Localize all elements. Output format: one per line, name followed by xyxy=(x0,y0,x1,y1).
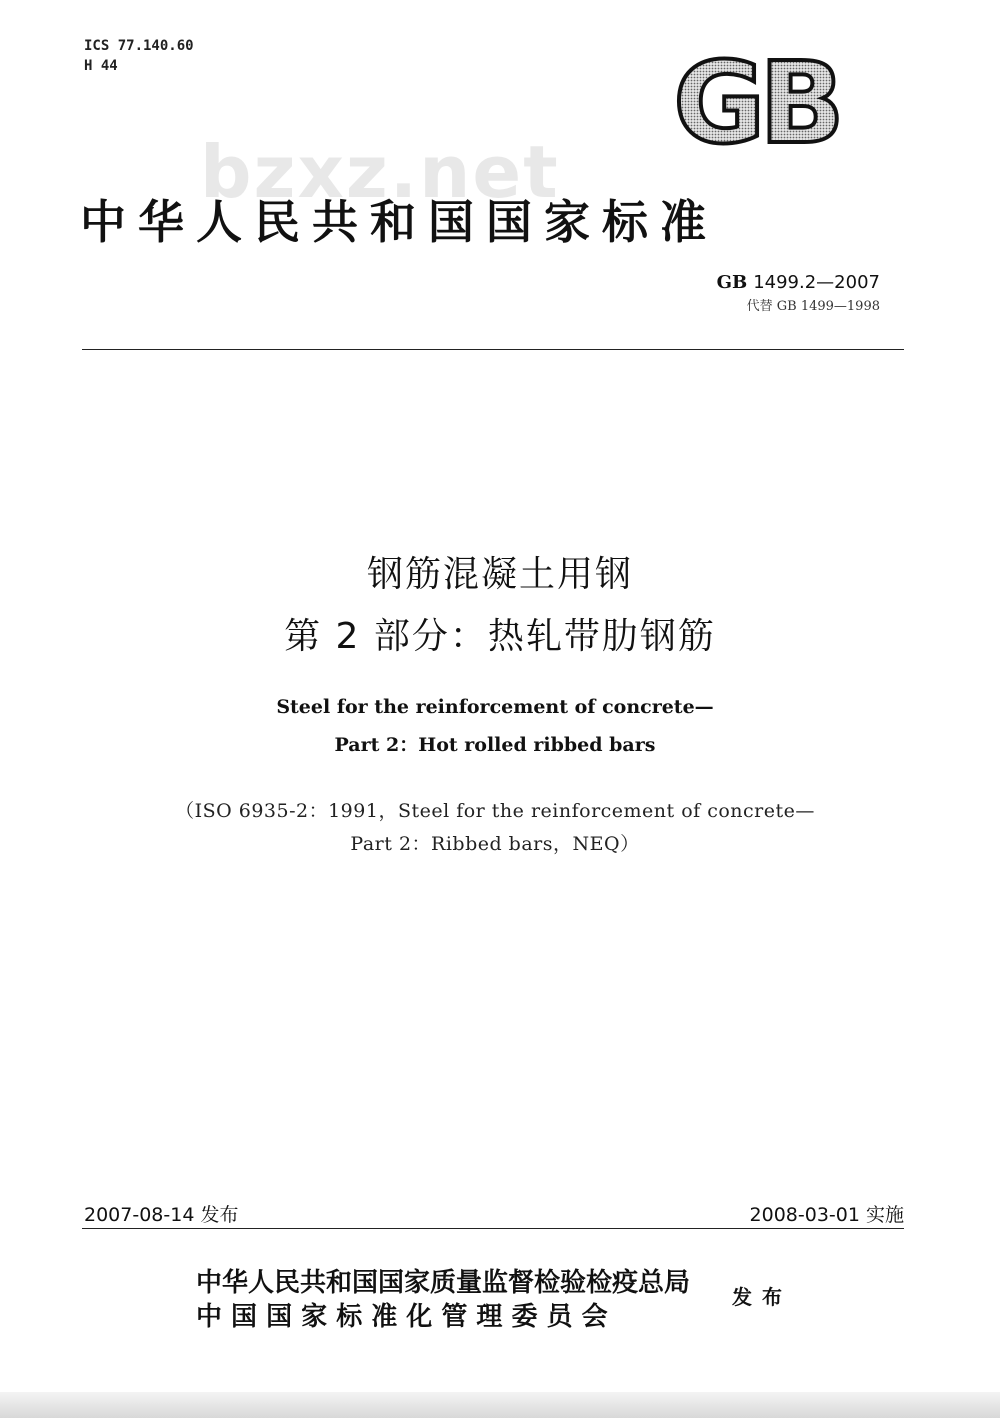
issue-date: 2007-08-14 发布 xyxy=(84,1204,239,1226)
issuer-sac: 中 国 国 家 标 准 化 管 理 委 员 会 xyxy=(196,1302,608,1332)
ics-code: ICS 77.140.60 xyxy=(84,38,194,54)
issuer-aqsiq: 中华人民共和国国家质量监督检验检疫总局 xyxy=(196,1268,691,1298)
chinese-title-line2: 第 2 部分：热轧带肋钢筋 xyxy=(284,616,716,657)
english-title-line1: Steel for the reinforcement of concrete— xyxy=(276,696,714,718)
standard-code: 1499.2—2007 xyxy=(753,272,880,293)
header-divider xyxy=(82,349,904,350)
ccs-code: H 44 xyxy=(84,58,118,74)
replaces-standard: 代替 GB 1499—1998 xyxy=(746,299,880,314)
standard-prefix: GB xyxy=(716,272,748,293)
chinese-title-line1: 钢筋混凝土用钢 xyxy=(366,554,633,595)
iso-reference-line1: （ISO 6935-2：1991，Steel for the reinforcement of concrete— xyxy=(175,800,815,822)
footer-divider xyxy=(82,1228,904,1229)
standard-number xyxy=(717,272,880,293)
standard-number-block xyxy=(717,272,880,314)
implementation-date: 2008-03-01 实施 xyxy=(749,1204,904,1226)
page-bottom-edge xyxy=(0,1392,1000,1418)
classification-codes xyxy=(84,36,194,76)
svg-text:GB: GB xyxy=(673,52,839,152)
issue-label: 发布 xyxy=(732,1285,792,1309)
gb-logo xyxy=(648,52,858,152)
iso-reference-line2: Part 2：Ribbed bars，NEQ） xyxy=(350,833,640,855)
national-standard-title: 中华人民共和国国家标准 xyxy=(80,195,718,249)
english-title-line2: Part 2：Hot rolled ribbed bars xyxy=(334,734,656,756)
watermark: bzxz.net xyxy=(200,130,560,214)
